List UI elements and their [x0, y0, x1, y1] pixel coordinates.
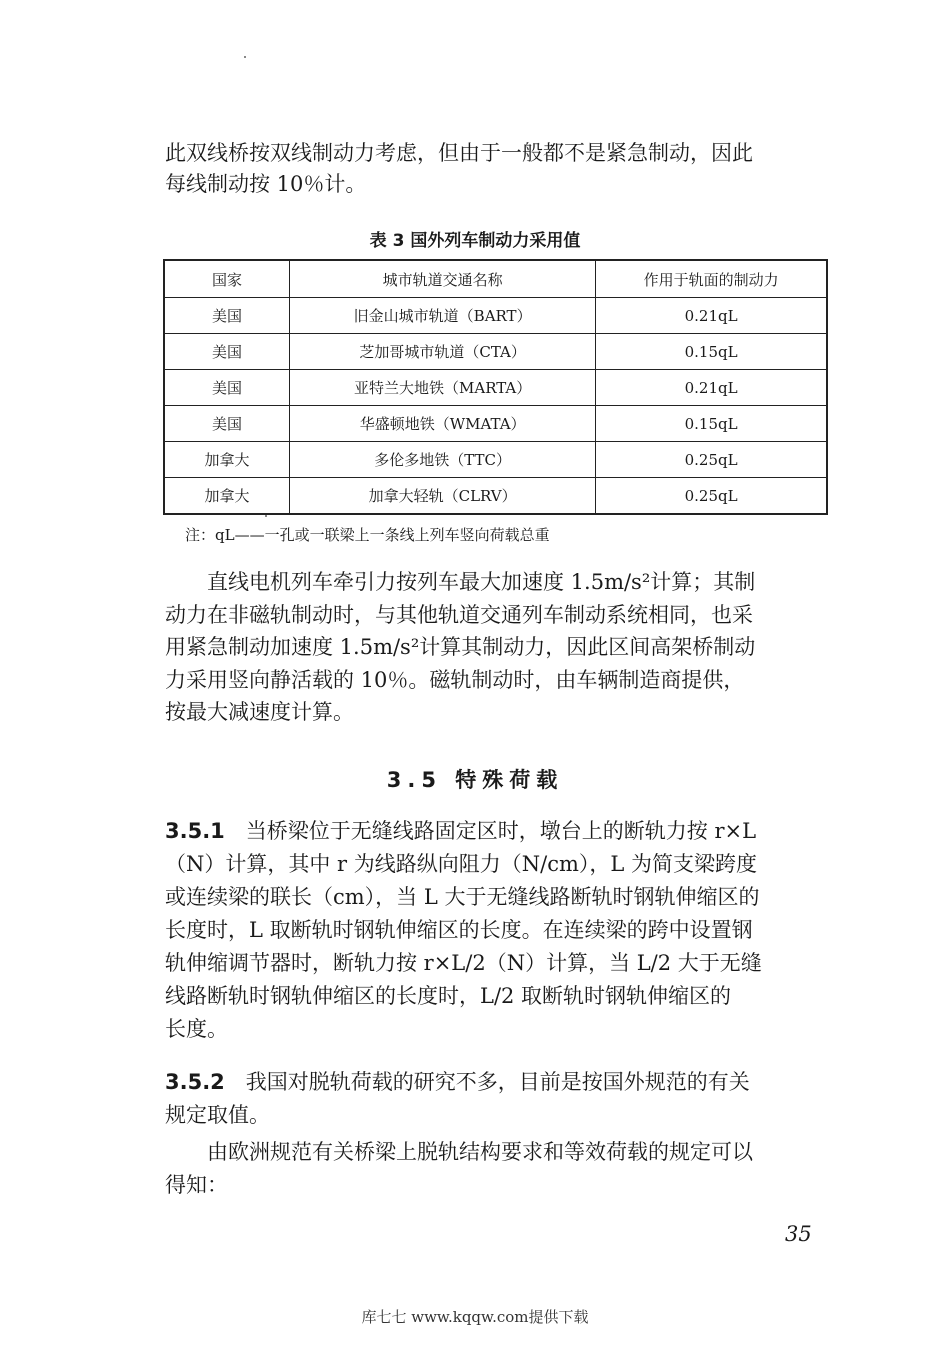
text-line: 动力在非磁轨制动时，与其他轨道交通列车制动系统相同，也采 — [165, 602, 753, 627]
country-cell: 美国 — [164, 298, 290, 334]
text-line: 长度。 — [165, 1017, 228, 1041]
force-cell: 0.21qL — [596, 298, 827, 334]
table-row — [164, 298, 827, 334]
table-header-row — [164, 260, 827, 298]
clause-number: 3.5.1 — [165, 819, 225, 843]
system-cell: 华盛顿地铁（WMATA） — [290, 406, 596, 442]
text-line: 由欧洲规范有关桥梁上脱轨结构要求和等效荷载的规定可以 — [165, 1140, 753, 1164]
text-line: 规定取值。 — [165, 1103, 270, 1127]
country-cell: 美国 — [164, 370, 290, 406]
text-line — [165, 815, 830, 848]
braking-force-table — [163, 259, 828, 515]
text-line: 按最大减速度计算。 — [165, 700, 354, 724]
scan-speck — [244, 56, 246, 58]
clause-3-5-1 — [165, 815, 830, 1046]
force-cell: 0.21qL — [596, 370, 827, 406]
system-cell: 亚特兰大地铁（MARTA） — [290, 370, 596, 406]
table-row — [164, 442, 827, 478]
text-line: 每线制动按 10％计。 — [165, 172, 367, 196]
table-row — [164, 370, 827, 406]
text-line — [165, 1066, 830, 1099]
system-cell: 芝加哥城市轨道（CTA） — [290, 334, 596, 370]
scan-speck — [265, 515, 267, 517]
text-line: 用紧急制动加速度 1.5m/s²计算其制动力，因此区间高架桥制动 — [165, 635, 756, 659]
text-line: 轨伸缩调节器时，断轨力按 r×L/2（N）计算，当 L/2 大于无缝 — [165, 951, 762, 975]
system-cell: 多伦多地铁（TTC） — [290, 442, 596, 478]
force-cell: 0.15qL — [596, 334, 827, 370]
table-caption: 表 3 国外列车制动力采用值 — [369, 231, 581, 251]
column-header-braking-force: 作用于轨面的制动力 — [596, 260, 827, 298]
text-line: 直线电机列车牵引力按列车最大加速度 1.5m/s²计算；其制 — [165, 570, 756, 594]
intro-paragraph — [165, 138, 830, 200]
table-row — [164, 478, 827, 515]
system-cell: 旧金山城市轨道（BART） — [290, 298, 596, 334]
force-cell: 0.25qL — [596, 478, 827, 515]
country-cell: 加拿大 — [164, 442, 290, 478]
text-line: 长度时，L 取断轨时钢轨伸缩区的长度。在连续梁的跨中设置钢 — [165, 918, 753, 942]
text-line: 力采用竖向静活载的 10％。磁轨制动时，由车辆制造商提供， — [165, 667, 745, 692]
country-cell: 加拿大 — [164, 478, 290, 515]
text-line: 或连续梁的联长（cm），当 L 大于无缝线路断轨时钢轨伸缩区的 — [165, 885, 760, 909]
linear-motor-paragraph — [165, 566, 830, 729]
text-line: （N）计算，其中 r 为线路纵向阻力（N/cm），L 为简支梁跨度 — [165, 852, 758, 876]
table-note: 注：qL——一孔或一联梁上一条线上列车竖向荷载总重 — [185, 526, 550, 544]
eurocode-paragraph — [165, 1136, 830, 1202]
country-cell: 美国 — [164, 406, 290, 442]
clause-text: 当桥梁位于无缝线路固定区时，墩台上的断轨力按 r×L — [245, 819, 757, 843]
column-header-country: 国家 — [164, 260, 290, 298]
text-line: 此双线桥按双线制动力考虑，但由于一般都不是紧急制动，因此 — [165, 141, 753, 165]
clause-3-5-2 — [165, 1066, 830, 1132]
table-row — [164, 334, 827, 370]
clause-number: 3.5.2 — [165, 1070, 225, 1094]
system-cell: 加拿大轻轨（CLRV） — [290, 478, 596, 515]
force-cell: 0.15qL — [596, 406, 827, 442]
table-row — [164, 406, 827, 442]
text-line: 得知： — [165, 1173, 228, 1197]
download-footer: 库七七 www.kqqw.com提供下载 — [361, 1308, 589, 1326]
text-line: 线路断轨时钢轨伸缩区的长度时，L/2 取断轨时钢轨伸缩区的 — [165, 984, 732, 1008]
clause-text: 我国对脱轨荷载的研究不多，目前是按国外规范的有关 — [245, 1070, 750, 1094]
column-header-system: 城市轨道交通名称 — [290, 260, 596, 298]
force-cell: 0.25qL — [596, 442, 827, 478]
page-number: 35 — [785, 1222, 812, 1246]
country-cell: 美国 — [164, 334, 290, 370]
section-heading: 3.5 特殊荷载 — [386, 768, 564, 792]
